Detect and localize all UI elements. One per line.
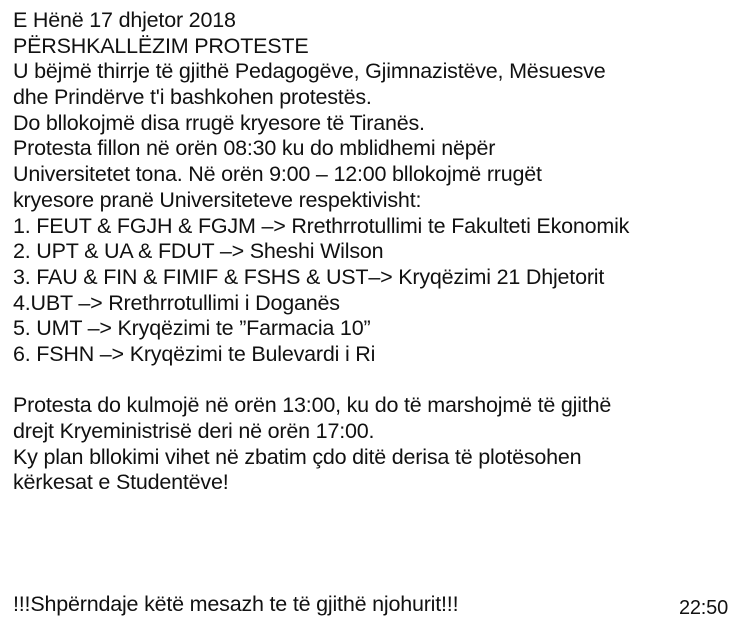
message-footer [13,592,730,622]
message-line: 4.UBT –> Rrethrrotullimi i Doganës [13,290,340,315]
message-line: kryesore pranë Universiteteve respektivisht: [13,187,422,212]
message-line: E Hënë 17 dhjetor 2018 [13,8,236,32]
message-line: drejt Kryeministrisë deri në orën 17:00. [13,419,375,443]
message-line: Protesta fillon në orën 08:30 ku do mblidhemi nëpër [13,136,496,161]
message-blank-line [13,496,730,522]
share-call-text: !!!Shpërndaje këtë mesazh te të gjithë njohurit!!! [13,592,459,616]
message-line: 3. FAU & FIN & FIMIF & FSHS & UST–> Kryqëzimi 21 Dhjetorit [13,264,605,289]
message-line: dhe Prindërve t'i bashkohen protestës. [13,85,372,110]
message-line: Do bllokojmë disa rrugë kryesore të Tiranës. [13,110,425,135]
message-line: 5. UMT –> Kryqëzimi te ”Farmacia 10” [13,316,371,341]
message-line: Ky plan bllokimi vihet në zbatim çdo ditë derisa të plotësohen [13,444,582,469]
message-line: kërkesat e Studentëve! [13,470,229,495]
message-bubble [13,8,730,631]
message-blank-line [13,368,730,394]
message-line: 1. FEUT & FGJH & FGJM –> Rrethrrotullimi te Fakulteti Ekonomik [13,213,630,238]
message-line: PËRSHKALLËZIM PROTESTE [13,33,309,58]
message-line: Protesta do kulmojë në orën 13:00, ku do të marshojmë të gjithë [13,393,612,418]
message-timestamp: 22:50 [678,597,728,619]
message-line: U bëjmë thirrje të gjithë Pedagogëve, Gjimnazistëve, Mësuesve [13,59,606,84]
message-line: 6. FSHN –> Kryqëzimi te Bulevardi i Ri [13,341,376,366]
message-line: Universitetet tona. Në orën 9:00 – 12:00 bllokojmë rrugët [13,162,542,187]
message-line: 2. UPT & UA & FDUT –> Sheshi Wilson [13,239,384,264]
